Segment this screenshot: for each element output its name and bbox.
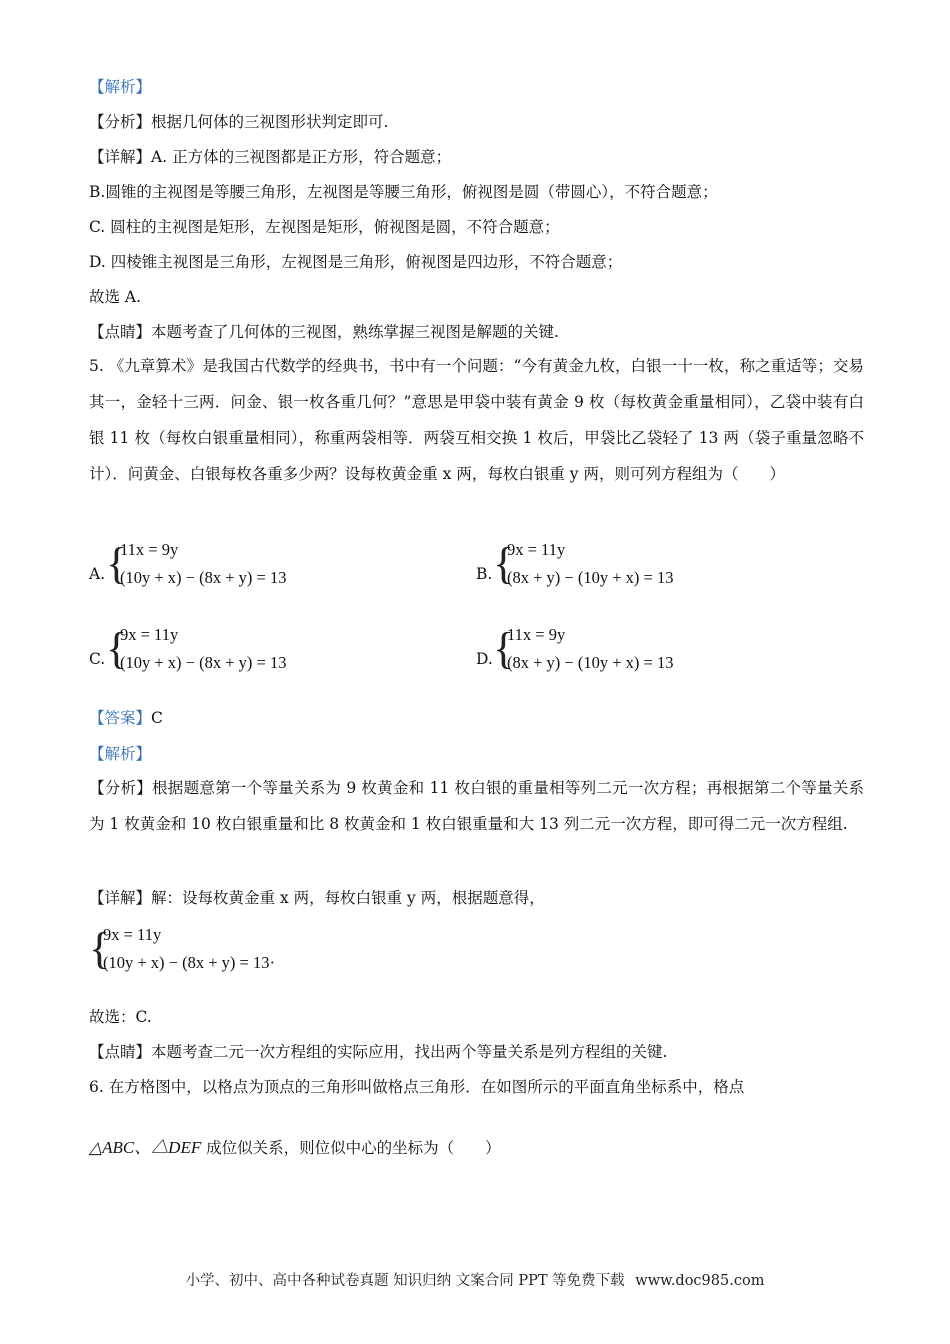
comment-tag: 【点睛】 [89,1043,152,1061]
detail-line-c: C. 圆柱的主视图是矩形，左视图是矩形，俯视图是圆，不符合题意； [89,218,560,236]
choice-line: 故选 A. [89,288,142,306]
option-a-label: A. [89,565,106,583]
question-6-text: 成位似关系，则位似中心的坐标为（ ） [201,1139,501,1157]
analysis-text: 根据几何体的三视图形状判定即可. [151,113,389,131]
option-d-label: D. [476,650,493,668]
analysis-heading-q5: 【解析】 [89,745,152,763]
equation-1: 11x = 9y [507,625,566,644]
detail-tag: 【详解】 [89,148,152,166]
footer-text: 小学、初中、高中各种试卷真题 知识归纳 文案合同 PPT 等免费下载 [185,1273,625,1289]
brace: { [106,539,128,588]
equation-2: (10y + x) − (8x + y) = 13 [120,568,287,587]
analysis-heading: 【解析】 [89,78,152,96]
equation-2: (8x + y) − (10y + x) = 13 [507,568,674,587]
detail-line [89,146,451,168]
detail-line-d: D. 四棱锥主视图是三角形，左视图是三角形，俯视图是四边形，不符合题意； [89,253,623,271]
footer [0,1269,950,1290]
equation-1: 9x = 11y [103,925,162,944]
answer-tag: 【答案】 [89,709,152,727]
answer-value: C [151,709,163,727]
analysis-line [89,111,388,133]
comment-tag: 【点睛】 [89,323,152,341]
question-6-stem: 6. 在方格图中，以格点为顶点的三角形叫做格点三角形．在如图所示的平面直角坐标系中，格点 [89,1078,745,1096]
brace: { [493,624,515,673]
equation-1: 11x = 9y [120,540,179,559]
brace: { [106,624,128,673]
equation-2: (10y + x) − (8x + y) = 13· [103,953,275,972]
question-6-stem-line2 [89,1137,501,1159]
choice-line-q5: 故选：C. [89,1008,152,1026]
equation-1: 9x = 11y [507,540,566,559]
detail-line-b: B.圆锥的主视图是等腰三角形，左视图是等腰三角形，俯视图是圆（带圆心），不符合题意； [89,183,718,201]
analysis-text: 根据题意第一个等量关系为 9 枚黄金和 11 枚白银的重量相等列二元一次方程；再根据第二个等量关系为 1 枚黄金和 10 枚白银重量和比 8 枚黄金和 1 枚白银重量和大 13 列二元一次方程，即可得二元一次方程组. [89,779,864,833]
question-5-stem: 5. 《九章算术》是我国古代数学的经典书，书中有一个问题：“今有黄金九枚，白银一十一枚，称之重适等；交易其一，金轻十三两．问金、银一枚各重几何？”意思是甲袋中装有黄金 9 枚（每枚黄金重量相同），乙袋中装有白银 11 枚（每枚白银重量相同），称重两袋相等．两袋互相交换 1 枚后，甲袋比乙袋轻了 13 两（袋子重量忽略不计）．问黄金、白银每枚各重多少两？设每枚黄金重 x 两，每枚白银重 y 两，则可列方程组为（ ） [89,357,864,483]
equation-1: 9x = 11y [120,625,179,644]
equation-2: (8x + y) − (10y + x) = 13 [507,653,674,672]
analysis-paragraph-q5 [89,770,864,842]
equation-2: (10y + x) − (8x + y) = 13 [120,653,287,672]
answer-line [89,707,163,729]
brace: { [493,539,515,588]
comment-line [89,321,559,343]
brace: { [89,924,111,973]
triangle-notation: △ABC、△DEF [89,1138,202,1157]
detail-text: 解：设每枚黄金重 x 两，每枚白银重 y 两，根据题意得， [151,889,545,907]
option-c-label: C. [89,650,106,668]
detail-line-q5 [89,887,545,909]
comment-text: 本题考查二元一次方程组的实际应用，找出两个等量关系是列方程组的关键. [151,1043,668,1061]
comment-text: 本题考查了几何体的三视图，熟练掌握三视图是解题的关键. [151,323,559,341]
detail-tag: 【详解】 [89,889,152,907]
analysis-tag: 【分析】 [89,113,152,131]
footer-url[interactable]: www.doc985.com [635,1273,765,1289]
comment-line-q5 [89,1041,667,1063]
option-b-label: B. [476,565,493,583]
analysis-tag: 【分析】 [89,779,153,797]
detail-text-a: A. 正方体的三视图都是正方形，符合题意； [151,148,452,166]
